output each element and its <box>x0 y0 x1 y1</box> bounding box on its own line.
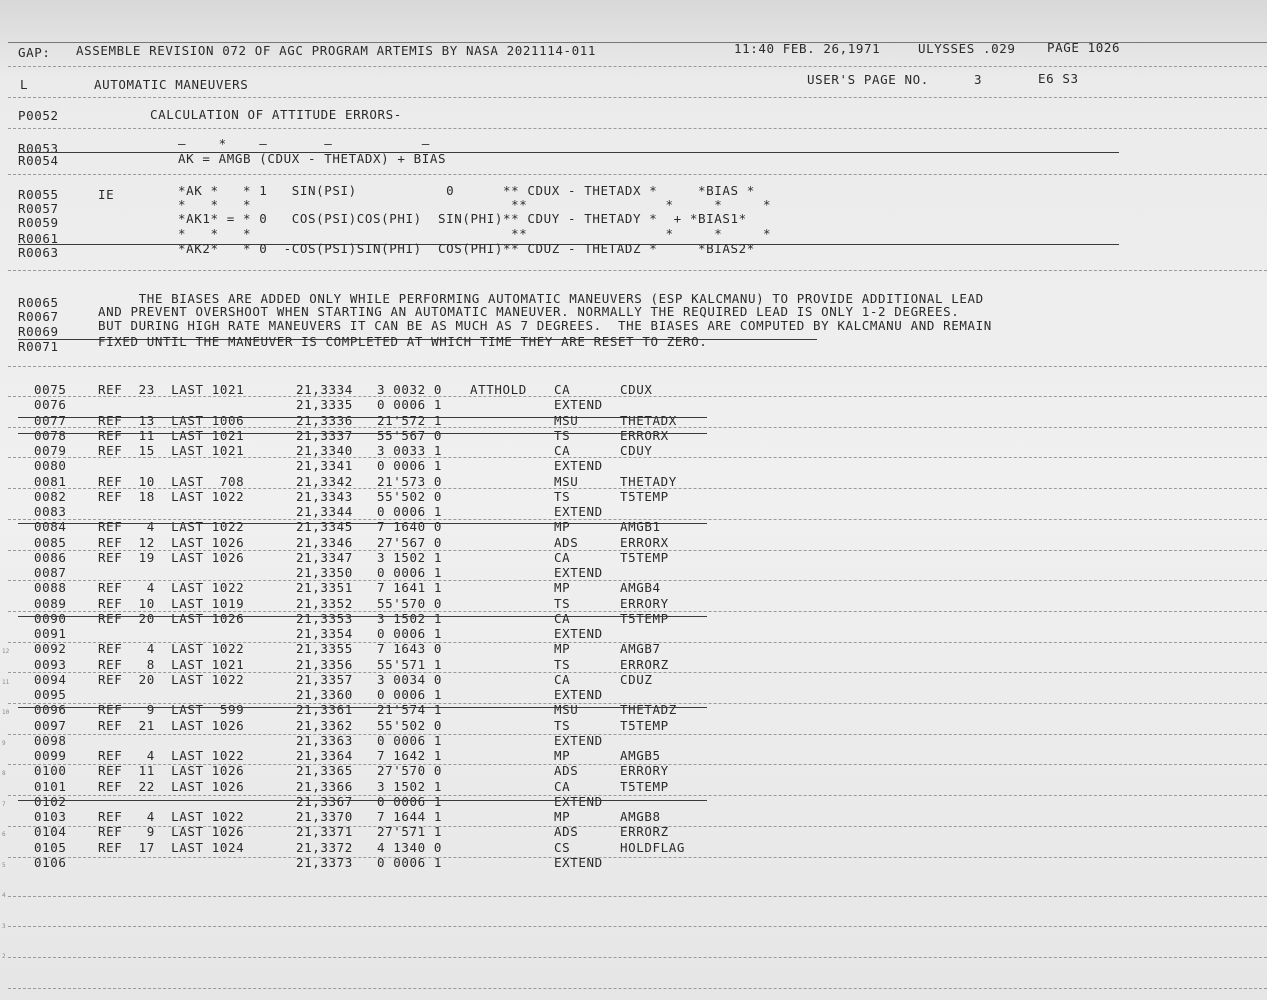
listing-opcode: EXTEND <box>554 687 603 702</box>
listing-opcode: ADS <box>554 534 579 550</box>
listing-opcode: MSU <box>554 412 579 428</box>
listing-line-number: 0097 <box>34 717 67 733</box>
subtitle-line-number: P0052 <box>18 108 59 123</box>
listing-operand: AMGB8 <box>620 809 661 824</box>
typed-underline <box>18 417 707 418</box>
listing-address: 21,3362 <box>296 717 353 733</box>
margin-mark: 2 <box>2 953 6 960</box>
listing-opcode: EXTEND <box>554 854 603 870</box>
listing-object-word: 4 1340 0 <box>377 839 443 855</box>
rule-line <box>8 396 1267 397</box>
listing-object-word: 7 1642 1 <box>377 748 443 763</box>
listing-address: 21,3335 <box>296 397 353 413</box>
listing-opcode: MP <box>554 519 571 535</box>
listing-line-number: 0095 <box>34 687 67 702</box>
rule-line <box>8 66 1267 67</box>
listing-line-number: 0092 <box>34 641 67 657</box>
listing-reference: REF 4 LAST 1022 <box>98 519 245 535</box>
listing-address: 21,3361 <box>296 702 353 718</box>
listing-line-number: 0076 <box>34 397 67 413</box>
listing-line-number: 0087 <box>34 565 67 580</box>
listing-address: 21,3337 <box>296 427 353 443</box>
listing-address: 21,3367 <box>296 793 353 809</box>
listing-object-word: 27'567 0 <box>377 534 443 550</box>
listing-operand: T5TEMP <box>620 488 669 504</box>
typed-underline <box>18 707 707 708</box>
listing-operand: ERRORY <box>620 763 669 779</box>
listing-reference: REF 13 LAST 1006 <box>98 412 245 428</box>
margin-mark: 4 <box>2 892 6 899</box>
listing-address: 21,3357 <box>296 671 353 687</box>
matrix-line-number: R0063 <box>18 245 59 260</box>
listing-operand: THETADX <box>620 412 677 428</box>
listing-reference: REF 9 LAST 599 <box>98 702 245 718</box>
listing-opcode: EXTEND <box>554 626 603 641</box>
matrix-ie-label: IE <box>98 187 115 202</box>
subtitle-text: CALCULATION OF ATTITUDE ERRORS- <box>150 107 402 122</box>
comment-line-number: R0071 <box>18 339 59 354</box>
listing-operand: T5TEMP <box>620 610 669 626</box>
listing-operand: ERRORY <box>620 595 669 611</box>
listing-object-word: 3 1502 1 <box>377 549 443 565</box>
margin-mark: 11 <box>2 678 10 686</box>
typed-underline <box>18 800 707 801</box>
listing-object-word: 0 0006 1 <box>377 565 443 580</box>
listing-operand: THETADZ <box>620 702 677 718</box>
listing-object-word: 0 0006 1 <box>377 626 443 641</box>
listing-reference: REF 11 LAST 1021 <box>98 427 245 443</box>
equation-line-number: R0053 <box>18 141 59 156</box>
listing-operand: AMGB5 <box>620 748 661 763</box>
listing-reference: REF 12 LAST 1026 <box>98 534 245 550</box>
listing-line-number: 0081 <box>34 473 67 489</box>
listing-opcode: MP <box>554 641 571 657</box>
listing-line-number: 0102 <box>34 793 67 809</box>
listing-operand: THETADY <box>620 473 677 489</box>
listing-line-number: 0075 <box>34 382 67 397</box>
listing-opcode: EXTEND <box>554 504 603 519</box>
margin-mark: 9 <box>2 739 6 747</box>
matrix-line-number: R0059 <box>18 215 59 230</box>
margin-mark: 6 <box>2 831 6 838</box>
listing-object-word: 7 1641 1 <box>377 580 443 596</box>
rule-line <box>8 795 1267 796</box>
listing-reference: REF 4 LAST 1022 <box>98 580 245 596</box>
listing-object-word: 0 0006 1 <box>377 732 443 748</box>
header-site: ULYSSES .029 <box>918 41 1016 56</box>
listing-line-number: 0094 <box>34 671 67 687</box>
listing-line-number: 0084 <box>34 519 67 535</box>
listing-object-word: 27'571 1 <box>377 824 443 840</box>
listing-object-word: 7 1640 0 <box>377 519 443 535</box>
listing-reference: REF 17 LAST 1024 <box>98 839 245 855</box>
listing-line-number: 0085 <box>34 534 67 550</box>
listing-operand: CDUZ <box>620 671 653 687</box>
listing-opcode: TS <box>554 717 571 733</box>
listing-line-number: 0088 <box>34 580 67 596</box>
listing-reference: REF 19 LAST 1026 <box>98 549 245 565</box>
listing-object-word: 3 0032 0 <box>377 382 443 397</box>
listing-object-word: 21'574 1 <box>377 702 443 718</box>
listing-line-number: 0099 <box>34 748 67 763</box>
margin-mark: 12 <box>2 648 10 655</box>
listing-reference: REF 23 LAST 1021 <box>98 382 245 397</box>
listing-opcode: MSU <box>554 702 579 718</box>
listing-opcode: TS <box>554 427 571 443</box>
listing-reference: REF 21 LAST 1026 <box>98 717 245 733</box>
listing-operand: AMGB7 <box>620 641 661 657</box>
listing-object-word: 0 0006 1 <box>377 504 443 519</box>
listing-opcode: TS <box>554 595 571 611</box>
listing-opcode: CA <box>554 549 571 565</box>
listing-opcode: CA <box>554 671 571 687</box>
listing-address: 21,3344 <box>296 504 353 519</box>
listing-address: 21,3351 <box>296 580 353 596</box>
listing-address: 21,3340 <box>296 443 353 458</box>
listing-object-word: 7 1644 1 <box>377 809 443 824</box>
listing-reference: REF 11 LAST 1026 <box>98 763 245 779</box>
listing-opcode: MSU <box>554 473 579 489</box>
listing-address: 21,3346 <box>296 534 353 550</box>
matrix-row: *AK * * 1 SIN(PSI) 0 ** CDUX - THETADX * *BIAS * <box>178 183 755 198</box>
comment-text: FIXED UNTIL THE MANEUVER IS COMPLETED AT WHICH TIME THEY ARE RESET TO ZERO. <box>98 334 708 349</box>
rule-line <box>8 957 1267 958</box>
listing-object-word: 55'570 0 <box>377 595 443 611</box>
listing-opcode: CA <box>554 610 571 626</box>
listing-object-word: 7 1643 0 <box>377 641 443 657</box>
rule-line <box>8 857 1267 858</box>
comment-line-number: R0069 <box>18 324 59 339</box>
listing-address: 21,3354 <box>296 626 353 641</box>
listing-operand: CDUY <box>620 443 653 458</box>
listing-line-number: 0078 <box>34 427 67 443</box>
rule-line <box>8 988 1267 989</box>
rule-line <box>8 174 1267 175</box>
listing-opcode: EXTEND <box>554 565 603 580</box>
matrix-row: * * * ** * * * <box>178 197 772 212</box>
listing-object-word: 0 0006 1 <box>377 397 443 413</box>
listing-address: 21,3342 <box>296 473 353 489</box>
matrix-row: * * * ** * * * <box>178 226 772 241</box>
rule-line <box>8 896 1267 897</box>
matrix-line-number: R0061 <box>18 231 59 246</box>
listing-operand: ERRORX <box>620 427 669 443</box>
listing-address: 21,3355 <box>296 641 353 657</box>
listing-label: ATTHOLD <box>470 382 527 397</box>
listing-reference: REF 20 LAST 1022 <box>98 671 245 687</box>
margin-mark: 10 <box>2 709 10 716</box>
listing-address: 21,3373 <box>296 854 353 870</box>
listing-operand: CDUX <box>620 382 653 397</box>
listing-address: 21,3341 <box>296 458 353 474</box>
listing-object-word: 3 0034 0 <box>377 671 443 687</box>
listing-object-word: 21'572 1 <box>377 412 443 428</box>
listing-address: 21,3366 <box>296 778 353 794</box>
listing-line-number: 0105 <box>34 839 67 855</box>
listing-line-number: 0089 <box>34 595 67 611</box>
header-label: GAP: <box>18 45 51 60</box>
margin-mark: 3 <box>2 922 6 930</box>
listing-reference: REF 18 LAST 1022 <box>98 488 245 504</box>
comment-line-number: R0065 <box>18 295 59 310</box>
matrix-row: *AK1* = * 0 COS(PSI)COS(PHI) SIN(PHI)** CDUY - THETADY * + *BIAS1* <box>178 211 747 226</box>
listing-address: 21,3352 <box>296 595 353 611</box>
listing-opcode: ADS <box>554 763 579 779</box>
listing-address: 21,3356 <box>296 656 353 672</box>
rule-line <box>8 457 1267 458</box>
listing-opcode: ADS <box>554 824 579 840</box>
listing-object-word: 55'571 1 <box>377 656 443 672</box>
listing-object-word: 0 0006 1 <box>377 793 443 809</box>
listing-operand: HOLDFLAG <box>620 839 686 855</box>
comment-text: THE BIASES ARE ADDED ONLY WHILE PERFORMING AUTOMATIC MANEUVERS (ESP KALCMANU) TO PROVIDE ADDITIONAL LEAD <box>98 291 984 306</box>
listing-reference: REF 15 LAST 1021 <box>98 443 245 458</box>
listing-object-word: 3 1502 1 <box>377 610 443 626</box>
listing-reference: REF 4 LAST 1022 <box>98 641 245 657</box>
user-page-label: USER'S PAGE NO. <box>807 72 929 87</box>
listing-object-word: 55'502 0 <box>377 717 443 733</box>
listing-reference: REF 20 LAST 1026 <box>98 610 245 626</box>
comment-text: AND PREVENT OVERSHOOT WHEN STARTING AN AUTOMATIC MANEUVER. NORMALLY THE REQUIRED LEAD IS ONLY 1-2 DEGREES. <box>98 304 960 319</box>
listing-reference: REF 9 LAST 1026 <box>98 824 245 840</box>
listing-line-number: 0082 <box>34 488 67 504</box>
header-title: ASSEMBLE REVISION 072 OF AGC PROGRAM ARTEMIS BY NASA 2021114-011 <box>76 43 597 58</box>
listing-line-number: 0103 <box>34 809 67 824</box>
listing-object-word: 3 0033 1 <box>377 443 443 458</box>
typed-underline <box>18 523 707 524</box>
listing-object-word: 0 0006 1 <box>377 687 443 702</box>
listing-address: 21,3372 <box>296 839 353 855</box>
listing-line-number: 0091 <box>34 626 67 641</box>
rule-line <box>8 734 1267 735</box>
section-title: AUTOMATIC MANEUVERS <box>94 77 249 92</box>
listing-line-number: 0077 <box>34 412 67 428</box>
listing-address: 21,3364 <box>296 748 353 763</box>
listing-line-number: 0096 <box>34 702 67 718</box>
listing-opcode: EXTEND <box>554 458 603 474</box>
listing-address: 21,3365 <box>296 763 353 779</box>
listing-line-number: 0100 <box>34 763 67 779</box>
listing-address: 21,3363 <box>296 732 353 748</box>
listing-line-number: 0104 <box>34 824 67 840</box>
listing-line-number: 0090 <box>34 610 67 626</box>
comment-text: BUT DURING HIGH RATE MANEUVERS IT CAN BE AS MUCH AS 7 DEGREES. THE BIASES ARE COMPUTED BY KALCMANU AND REMAIN <box>98 318 992 333</box>
listing-line-number: 0080 <box>34 458 67 474</box>
rule-line <box>8 128 1267 129</box>
matrix-line-number: R0057 <box>18 201 59 216</box>
listing-operand: AMGB1 <box>620 519 661 535</box>
user-page-number: 3 <box>974 72 983 87</box>
listing-object-word: 3 1502 1 <box>377 778 443 794</box>
listing-line-number: 0098 <box>34 732 67 748</box>
listing-line-number: 0101 <box>34 778 67 794</box>
matrix-row: *AK2* * 0 -COS(PSI)SIN(PHI) COS(PHI)** CDUZ - THETADZ * *BIAS2* <box>178 241 755 256</box>
listing-opcode: TS <box>554 656 571 672</box>
listing-object-word: 55'502 0 <box>377 488 443 504</box>
header-page: PAGE 1026 <box>1047 40 1121 55</box>
listing-reference: REF 22 LAST 1026 <box>98 778 245 794</box>
listing-line-number: 0083 <box>34 504 67 519</box>
rule-line <box>8 97 1267 98</box>
listing-operand: ERRORZ <box>620 824 669 840</box>
listing-address: 21,3360 <box>296 687 353 702</box>
rule-line <box>8 926 1267 927</box>
listing-object-word: 21'573 0 <box>377 473 443 489</box>
listing-reference: REF 4 LAST 1022 <box>98 809 245 824</box>
listing-opcode: CA <box>554 443 571 458</box>
section-tag: E6 S3 <box>1038 71 1079 86</box>
listing-opcode: EXTEND <box>554 793 603 809</box>
header-timestamp: 11:40 FEB. 26,1971 <box>734 41 881 56</box>
equation-overbars: — * — — — <box>178 136 430 151</box>
listing-operand: AMGB4 <box>620 580 661 596</box>
listing-operand: ERRORX <box>620 534 669 550</box>
listing-reference: REF 4 LAST 1022 <box>98 748 245 763</box>
listing-address: 21,3350 <box>296 565 353 580</box>
rule-line <box>8 270 1267 271</box>
listing-opcode: EXTEND <box>554 732 603 748</box>
listing-operand: T5TEMP <box>620 549 669 565</box>
listing-line-number: 0093 <box>34 656 67 672</box>
listing-operand: ERRORZ <box>620 656 669 672</box>
matrix-line-number: R0055 <box>18 187 59 202</box>
listing-opcode: MP <box>554 748 571 763</box>
listing-object-word: 0 0006 1 <box>377 854 443 870</box>
listing-reference: REF 10 LAST 1019 <box>98 595 245 611</box>
listing-opcode: CS <box>554 839 571 855</box>
subheader-code: L <box>20 77 29 92</box>
comment-line-number: R0067 <box>18 309 59 324</box>
listing-address: 21,3370 <box>296 809 353 824</box>
listing-line-number: 0106 <box>34 854 67 870</box>
typed-underline <box>18 616 707 617</box>
rule-line <box>8 366 1267 367</box>
listing-reference: REF 8 LAST 1021 <box>98 656 245 672</box>
listing-address: 21,3343 <box>296 488 353 504</box>
listing-object-word: 0 0006 1 <box>377 458 443 474</box>
listing-address: 21,3347 <box>296 549 353 565</box>
listing-opcode: MP <box>554 580 571 596</box>
listing-object-word: 55'567 0 <box>377 427 443 443</box>
listing-opcode: TS <box>554 488 571 504</box>
listing-reference: REF 10 LAST 708 <box>98 473 245 489</box>
listing-opcode: CA <box>554 778 571 794</box>
listing-operand: T5TEMP <box>620 717 669 733</box>
margin-mark: 8 <box>2 770 6 777</box>
listing-opcode: CA <box>554 382 571 397</box>
listing-opcode: EXTEND <box>554 397 603 413</box>
listing-address: 21,3345 <box>296 519 353 535</box>
listing-address: 21,3334 <box>296 382 353 397</box>
margin-mark: 7 <box>2 800 6 808</box>
listing-object-word: 27'570 0 <box>377 763 443 779</box>
listing-line-number: 0086 <box>34 549 67 565</box>
equation-text: AK = AMGB (CDUX - THETADX) + BIAS <box>178 151 447 166</box>
listing-line-number: 0079 <box>34 443 67 458</box>
listing-address: 21,3371 <box>296 824 353 840</box>
listing-address: 21,3336 <box>296 412 353 428</box>
listing-opcode: MP <box>554 809 571 824</box>
listing-operand: T5TEMP <box>620 778 669 794</box>
equation-line-number: R0054 <box>18 153 59 168</box>
margin-mark: 5 <box>2 861 6 869</box>
typed-underline <box>18 433 707 434</box>
listing-address: 21,3353 <box>296 610 353 626</box>
